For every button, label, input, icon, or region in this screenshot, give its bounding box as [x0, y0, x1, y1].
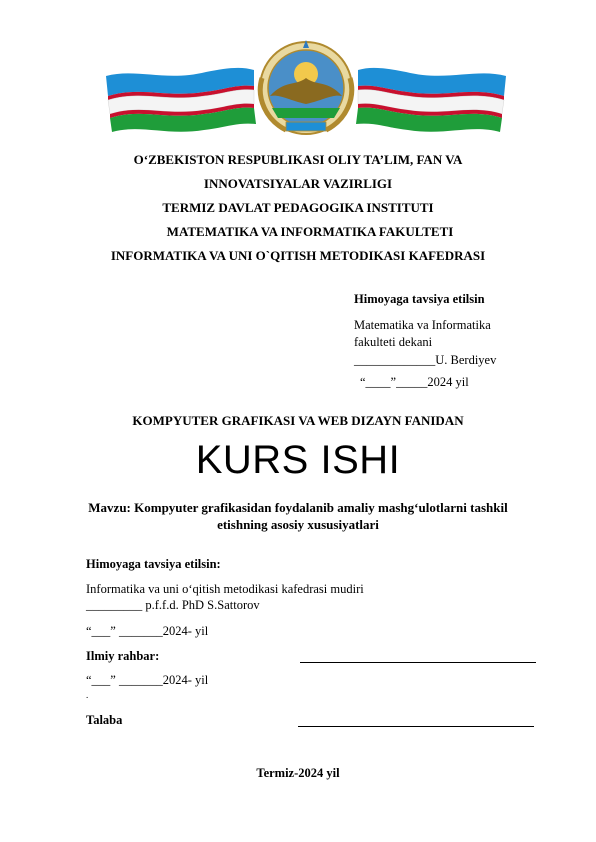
dean-signature: _____________U. Berdiyev [354, 353, 497, 367]
topic-line-2: etishning asosiy xususiyatlari [217, 517, 379, 532]
faculty-name: MATEMATIKA VA INFORMATIKA FAKULTETI [166, 224, 454, 239]
supervisor-signature-line [300, 662, 536, 663]
uzbekistan-emblem-icon [96, 38, 516, 138]
approval-line-1: Matematika va Informatika [354, 318, 491, 332]
defense-date-2: “___” _______2024- yil [86, 673, 209, 687]
left-flag-ribbon [106, 68, 256, 132]
department-head-line: Informatika va uni o‘qitish metodikasi kafedrasi mudiri [86, 582, 364, 596]
supervisor-label: Ilmiy rahbar: [86, 649, 160, 663]
institute-name: TERMIZ DAVLAT PEDAGOGIKA INSTITUTI [162, 200, 434, 215]
right-flag-ribbon [356, 68, 506, 132]
state-seal [260, 40, 352, 134]
approval-date: “____”_____2024 yil [360, 375, 469, 389]
header-line-2: INNOVATSIYALAR VAZIRLIGI [203, 176, 393, 191]
approval-line-2: fakulteti dekani [354, 335, 433, 349]
stray-dot: . [86, 690, 89, 700]
document-title: KURS ISHI [195, 438, 401, 482]
subject-name: KOMPYUTER GRAFIKASI VA WEB DIZAYN FANIDAN [132, 413, 464, 428]
student-label: Talaba [86, 713, 123, 727]
department-name: INFORMATIKA VA UNI O`QITISH METODIKASI KAFEDRASI [110, 248, 486, 263]
defense-heading: Himoyaga tavsiya etilsin: [86, 557, 221, 571]
department-head-signature: _________ p.f.f.d. PhD S.Sattorov [86, 598, 260, 612]
student-signature-line [298, 726, 534, 727]
header-line-1: O‘ZBEKISTON RESPUBLIKASI OLIY TA’LIM, FAN VA [133, 152, 463, 167]
approval-heading: Himoyaga tavsiya etilsin [354, 292, 485, 306]
footer-city-year: Termiz-2024 yil [256, 766, 340, 780]
topic-line-1: Mavzu: Kompyuter grafikasidan foydalanib amaliy mashg‘ulotlarni tashkil [88, 500, 508, 515]
defense-date-1: “___” _______2024- yil [86, 624, 209, 638]
